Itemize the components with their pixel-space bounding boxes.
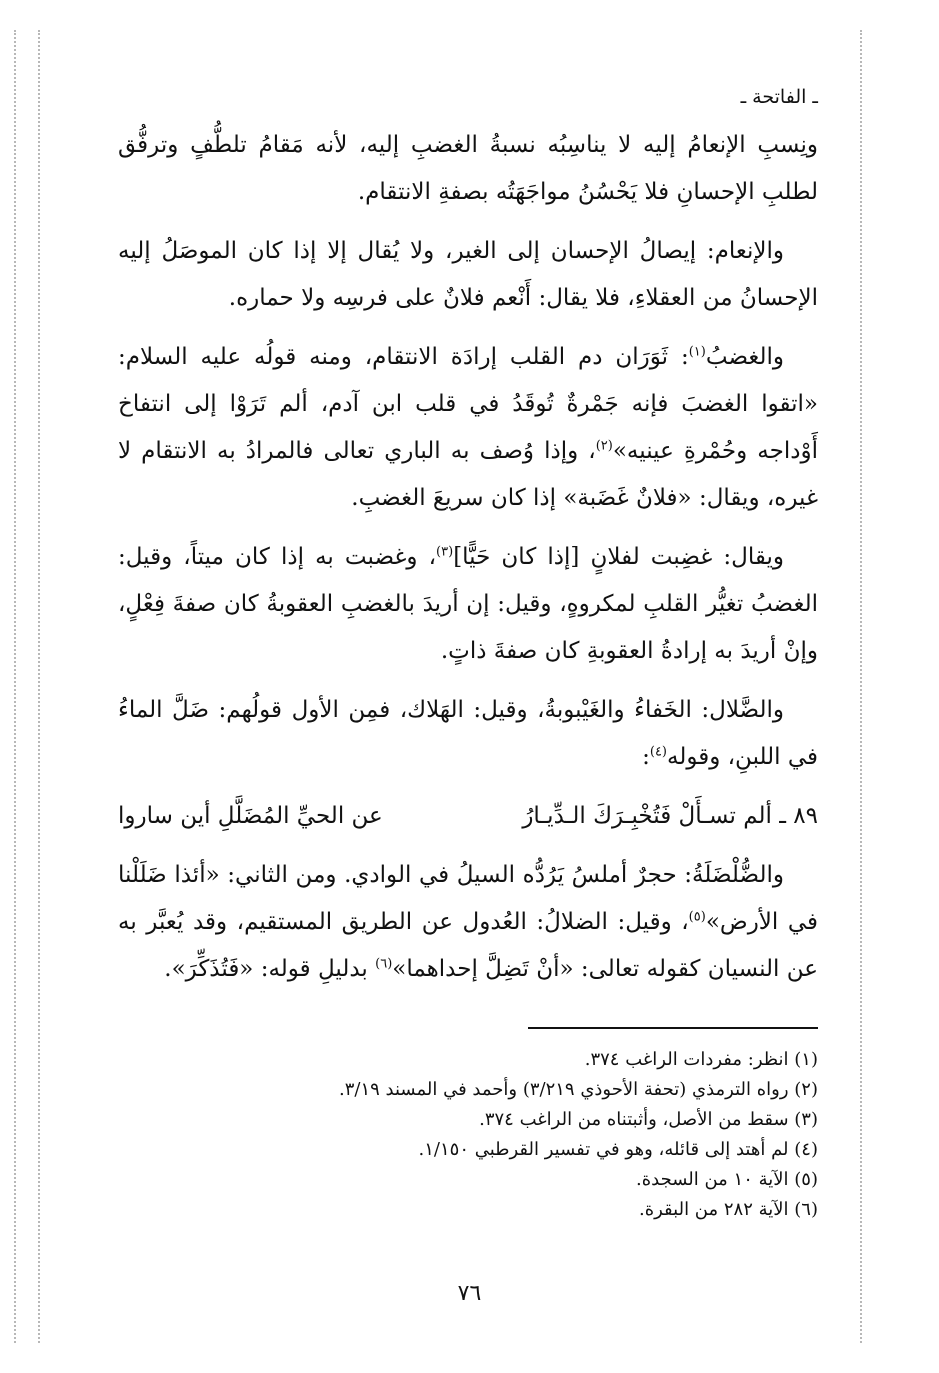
p3-text-c: ، وإذا وُصف به الباري تعالى فالمرادُ به الانتقام لا غيره، ويقال: «فلانٌ غَضَبة» إذا كان سريعَ الغضبِ. [118,438,818,511]
poetry-verse [118,793,818,840]
book-page [118,82,818,1225]
footnote-ref-3: (٣) [436,544,454,560]
scan-margin-dots-left-2 [38,30,40,1343]
footnote-5: (٥) الآية ١٠ من السجدة. [635,1169,818,1190]
footnote-ref-5: (٥) [688,909,706,925]
verse-second-hemistich: عن الحيِّ المُضَلَّلِ أين ساروا [118,803,383,829]
p4-text-a: ويقال: غضِبت لفلانٍ [إذا كان حَيًّا] [453,544,785,570]
paragraph-1: ونِسبِ الإنعامُ إليه لا يناسِبُه نسبةُ الغضبِ إليه، لأنه مَقامُ تلطُّفٍ وترفُّق لطلبِ الإحسانِ فلا يَحْسُنُ مواجَهَتُه بصفةِ الانتقام. [118,132,818,205]
footnote-1: (١) انظر: مفردات الراغب ٣٧٤. [584,1049,818,1070]
p5-text-b: : [642,744,650,770]
footnote-ref-4: (٤) [649,744,667,760]
scan-margin-dots-right [860,30,862,1343]
footnote-6: (٦) الآية ٢٨٢ من البقرة. [638,1199,818,1220]
footnote-ref-1: (١) [688,344,706,360]
verse-first-line [522,793,818,840]
footnote-2: (٢) رواه الترمذي (تحفة الأحوذي ٣/٢١٩) وأحمد في المسند ٣/١٩. [339,1079,818,1100]
p6-text-a: والضُّلْضَلَةُ: حجرٌ أملسُ يَرُدُّه السيلُ في الوادي. ومن الثاني: «أئذا ضَلَلْنا في الأرض» [118,862,819,935]
p4-text-b: ، وغضبت به إذا كان ميتاً، وقيل: الغضبُ تغيُّر القلبِ لمكروهٍ، وقيل: إن أريدَ بالغضبِ العقوبةُ كان صفةَ فِعْلٍ، وإنْ أريدَ به إرادةُ العقوبةِ كان صفةَ ذاتٍ. [118,544,818,664]
footnote-ref-2: (٢) [595,438,613,454]
p5-text-a: والضَّلال: الخَفاءُ والغَيْبوبةُ، وقيل: الهَلاك، فمِن الأول قولُهم: ضَلَّ الماءُ في اللبنِ، وقوله [118,697,818,770]
paragraph-6 [118,852,818,993]
p3-text-a: والغضبُ [705,344,784,370]
p3-text-b: : ثَوَرَان دم القلب إرادَة الانتقام، ومنه قولُه عليه السلام: «اتقوا الغضبَ فإنه جَمْرةٌ تُوقَدُ في قلب ابن آدم، ألم تَرَوْا إلى انتفاخ أَوْداجه وحُمْرةِ عينيه» [118,344,818,464]
p6-text-c: بدليلِ قوله: «فَتُذَكِّرَ». [164,956,376,982]
footnote-3: (٣) سقط من الأصل، وأثبتناه من الراغب ٣٧٤. [479,1109,818,1130]
scan-margin-dots-left-1 [14,30,16,1343]
footnote-ref-6: (٦) [375,956,393,972]
paragraph-4 [118,534,818,675]
verse-first-hemistich: ألم تسـأَلْ فَتُخْبِـرَكَ الـدِّيـارُ [522,803,772,829]
paragraph-3 [118,334,818,522]
footnote-4: (٤) لم أهتد إلى قائله، وهو في تفسير القرطبي ١/١٥٠. [418,1139,818,1160]
footnote-separator [528,1027,818,1029]
verse-number: ٨٩ ـ [779,803,818,829]
paragraph-5 [118,687,818,781]
paragraph-2: والإنعام: إيصالُ الإحسان إلى الغير، ولا يُقال إلا إذا كان الموصَلُ إليه الإحسانُ من العقلاءِ، فلا يقال: أَنْعم فلانٌ على فرسِه ولا حماره. [118,238,818,311]
p6-text-b: ، وقيل: الضلالُ: العُدول عن الطريق المستقيم، وقد يُعبَّر به عن النسيان كقوله تعالى: «أنْ تَضِلَّ إحداهما» [118,909,818,982]
running-head: ـ الفاتحة ـ [740,86,818,108]
page-number: ٧٦ [457,1281,482,1306]
